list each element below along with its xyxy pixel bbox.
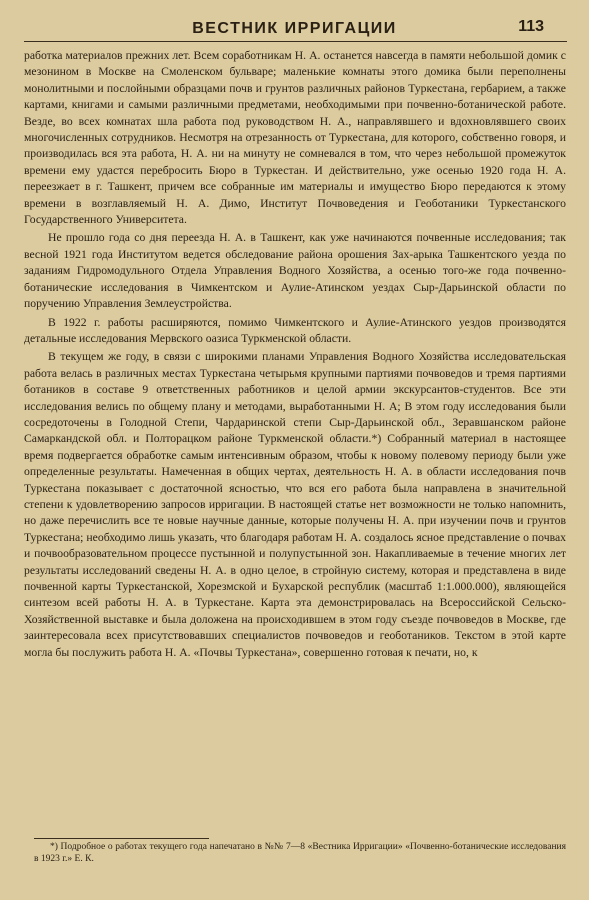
paragraph: Не прошло года со дня переезда Н. А. в Ташкент, как уже начинаются почвенные исследования; так весной 1921 года Институтом ведется обследование района орошения Зах-арыка Ташкентского уезда по заданиям Гидромодульного Отдела Управления Водного Хозяйства, а осенью того-же года почвенно-ботанические исследования в Чимкентском и Аулие-Атинском уездах Сыр-Дарьинской области по поручению Управления Землеустройства. <box>24 231 566 311</box>
footnote-rule <box>34 838 209 839</box>
paragraph: В текущем же году, в связи с широкими планами Управления Водного Хозяйства исследовательская работа велась в различных местах Туркестана четырьмя крупными партиями почвоведов и тремя партиями ботаников в составе 9 ответственных работников и целой армии экскурсантов-студентов. Все эти исследования велись по общему плану и методами, выработанными Н. А; В этом году исследования были сосредоточены в Голодной Степи, Чардаринской степи Сыр-Дарьинской обл., Зеравшанском районе Самаркандской обл. и Полторацком районе Туркменской области.*) Собранный материал в настоящее время подвергается обработке самым интенсивным образом, чтобы к новому полевому периоду были уже определенные результаты. Намеченная в общих чертах, деятельность Н. А. в области исследования почв Туркестана показывает с достаточной ясностью, что вся его работа была направлена в значительной степени к удовлетворению запросов ирригации. В настоящей статье нет возможности не только напомнить, но даже перечислить все те новые научные данные, которые получены Н. А. при изучении почв и грунтов Туркестана; необходимо лишь указать, что благодаря работам Н. А. создалось ясное представление о почвах и почвообразовательном процессе пустынной и полупустынной зон. Накапливаемые в течение многих лет результаты исследований сведены Н. А. в одно целое, в стройную систему, которая и представлена в виде почвенной карты Туркестанской, Хорезмской и Бухарской республик (масштаб 1:1.000.000), являющейся синтезом всей работы Н. А. в Туркестане. Карта эта демонстрировалась на Всероссийской Сельско-Хозяйственной выставке и была доложена на происходившем в этом году съезде почвоведов в Москве, где заинтересовала всех присутствовавших специалистов почвоведов и геоботаников. Текстом в этой карте могла бы послужить работа Н. А. «Почвы Туркестана», совершенно готовая к печати, но, к <box>24 350 566 659</box>
article-body <box>24 48 566 663</box>
page-number: 113 <box>518 18 544 35</box>
running-title: ВЕСТНИК ИРРИГАЦИИ <box>192 20 397 37</box>
paragraph-continuation: работка материалов прежних лет. Всем соработникам Н. А. останется навсегда в памяти небольшой домик с мезонином в Москве на Смоленском бульваре; маленькие комнаты этого домика были переполнены монолитными и послойными образцами почв и грунтов различных районов Туркестана, гербарием, а также картами, книгами и самыми различными предметами, необходимыми при почвенно-ботанической работе. Везде, во всех комнатах шла работа под руководством Н. А., направлявшего и вдохновлявшего своих многочисленных сотрудников. Несмотря на отрезанность от Туркестана, для которого, собственно говоря, и производилась вся эта работа, Н. А. ни на минуту не сомневался в том, что через небольшой промежуток времени ему удастся перебросить Бюро в Туркестан. И действительно, уже осенью 1920 года Н. А. переезжает в г. Ташкент, причем все собранные им материалы и имущество Бюро передаются к этому времени в возглавляемый Н. А. Димо, Институт Почвоведения и Геоботаники Туркестанского Государственного Университета. <box>24 49 566 227</box>
paragraph: В 1922 г. работы расширяются, помимо Чимкентского и Аулие-Атинского уездов производятся детальные исследования Мервского оазиса Туркменской области. <box>24 315 566 345</box>
page-header <box>0 14 589 40</box>
header-rule <box>24 41 567 42</box>
footnote: *) Подробное о работах текущего года напечатано в №№ 7—8 «Вестника Ирригации» «Почвенно-ботанические исследования в 1923 г.» Е. К. <box>34 842 566 864</box>
